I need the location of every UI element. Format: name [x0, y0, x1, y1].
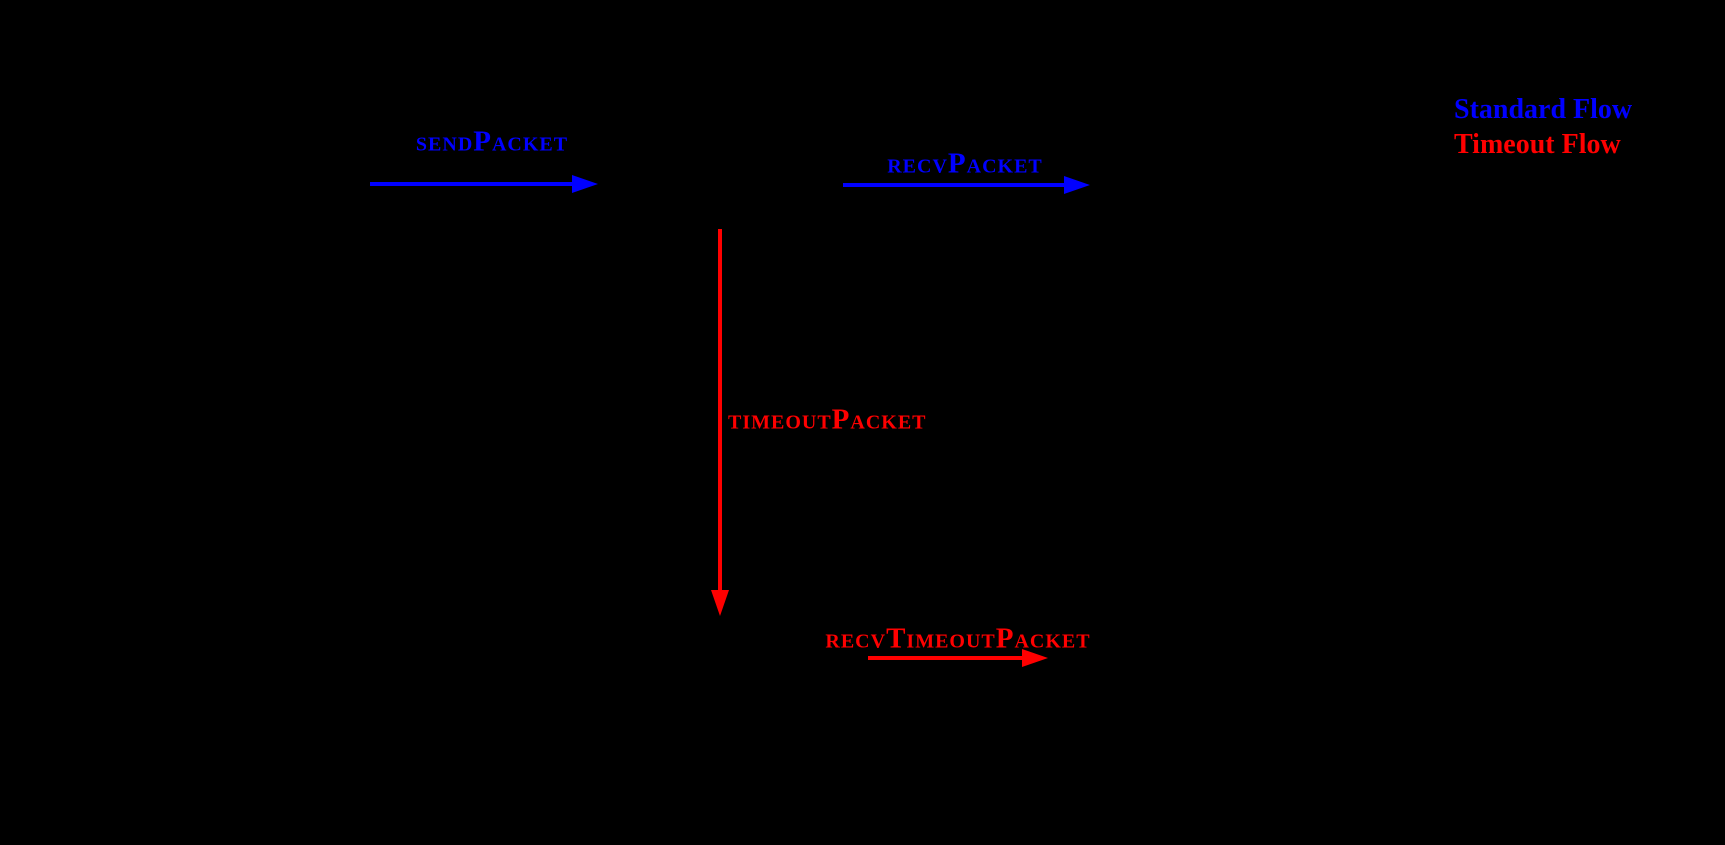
timeout-packet-label: timeoutPacket [728, 403, 927, 436]
arrowhead-right-icon [1064, 176, 1090, 194]
recv-timeout-packet-label: recvTimeoutPacket [825, 622, 1091, 655]
send-packet-label: sendPacket [415, 125, 569, 158]
send-packet-arrow-shaft [370, 182, 574, 186]
recv-packet-arrow-shaft [843, 183, 1066, 187]
arrowhead-down-icon [711, 590, 729, 616]
legend-timeout-flow: Timeout Flow [1454, 129, 1621, 160]
timeout-packet-arrow-shaft [718, 229, 722, 592]
arrowhead-right-icon [572, 175, 598, 193]
legend [1454, 92, 1632, 162]
recv-timeout-packet-arrow-shaft [868, 656, 1024, 660]
legend-standard-flow: Standard Flow [1454, 94, 1633, 125]
recv-packet-label: recvPacket [887, 147, 1043, 180]
